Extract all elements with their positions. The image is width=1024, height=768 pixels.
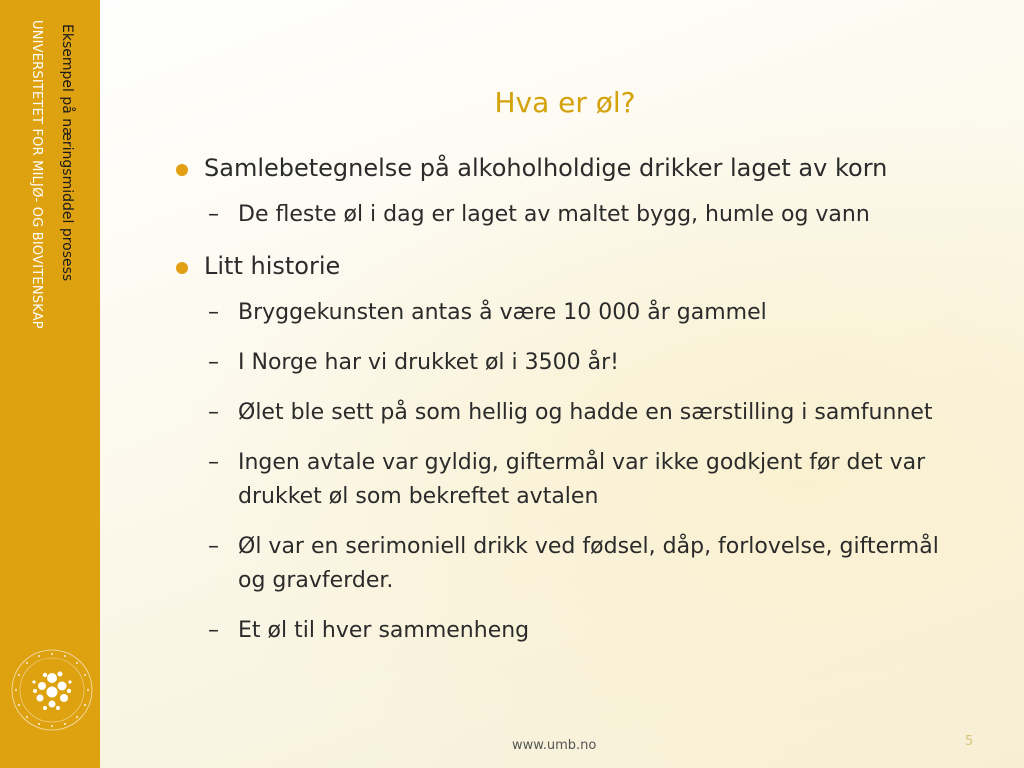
list-item-text: Samlebetegnelse på alkoholholdige drikker laget av korn: [204, 154, 888, 182]
dash-icon: –: [208, 400, 219, 425]
list-item: [172, 346, 972, 380]
list-item-text: Litt historie: [204, 252, 341, 280]
list-item-text: Bryggekunsten antas å være 10 000 år gammel: [238, 300, 767, 325]
list-item: [172, 248, 972, 284]
list-item: [172, 530, 972, 598]
dash-icon: –: [208, 450, 219, 475]
list-item: [172, 614, 972, 648]
bullet-list: [172, 150, 972, 664]
sidebar: [0, 0, 100, 768]
dash-icon: –: [208, 534, 219, 559]
list-item-text: Et øl til hver sammenheng: [238, 618, 530, 643]
list-item-text: I Norge har vi drukket øl i 3500 år!: [238, 350, 619, 375]
list-item: [172, 396, 972, 430]
list-item-text: Øl var en serimoniell drikk ved fødsel, dåp, forlovelse, giftermål og gravferder.: [238, 534, 939, 593]
list-item: [172, 446, 972, 514]
university-name: UNIVERSITETET FOR MILJØ- OG BIOVITENSKAP: [29, 20, 44, 329]
list-item-text: Ingen avtale var gyldig, giftermål var ikke godkjent før det var drukket øl som bekreftet avtalen: [238, 450, 926, 509]
dash-icon: –: [208, 300, 219, 325]
bullet-dot-icon: [176, 262, 188, 274]
page-number: 5: [965, 734, 974, 749]
course-title: Eksempel på næringsmiddel prosess: [59, 24, 75, 282]
dash-icon: –: [208, 202, 219, 227]
university-logo-icon: [10, 648, 94, 732]
list-item: [172, 198, 972, 232]
list-item: [172, 296, 972, 330]
slide-title: Hva er øl?: [494, 86, 636, 119]
bullet-dot-icon: [176, 164, 188, 176]
dash-icon: –: [208, 350, 219, 375]
list-item: [172, 150, 972, 186]
dash-icon: –: [208, 618, 219, 643]
list-item-text: Ølet ble sett på som hellig og hadde en særstilling i samfunnet: [238, 400, 933, 425]
list-item-text: De fleste øl i dag er laget av maltet bygg, humle og vann: [238, 202, 870, 227]
footer-url: www.umb.no: [512, 738, 597, 753]
